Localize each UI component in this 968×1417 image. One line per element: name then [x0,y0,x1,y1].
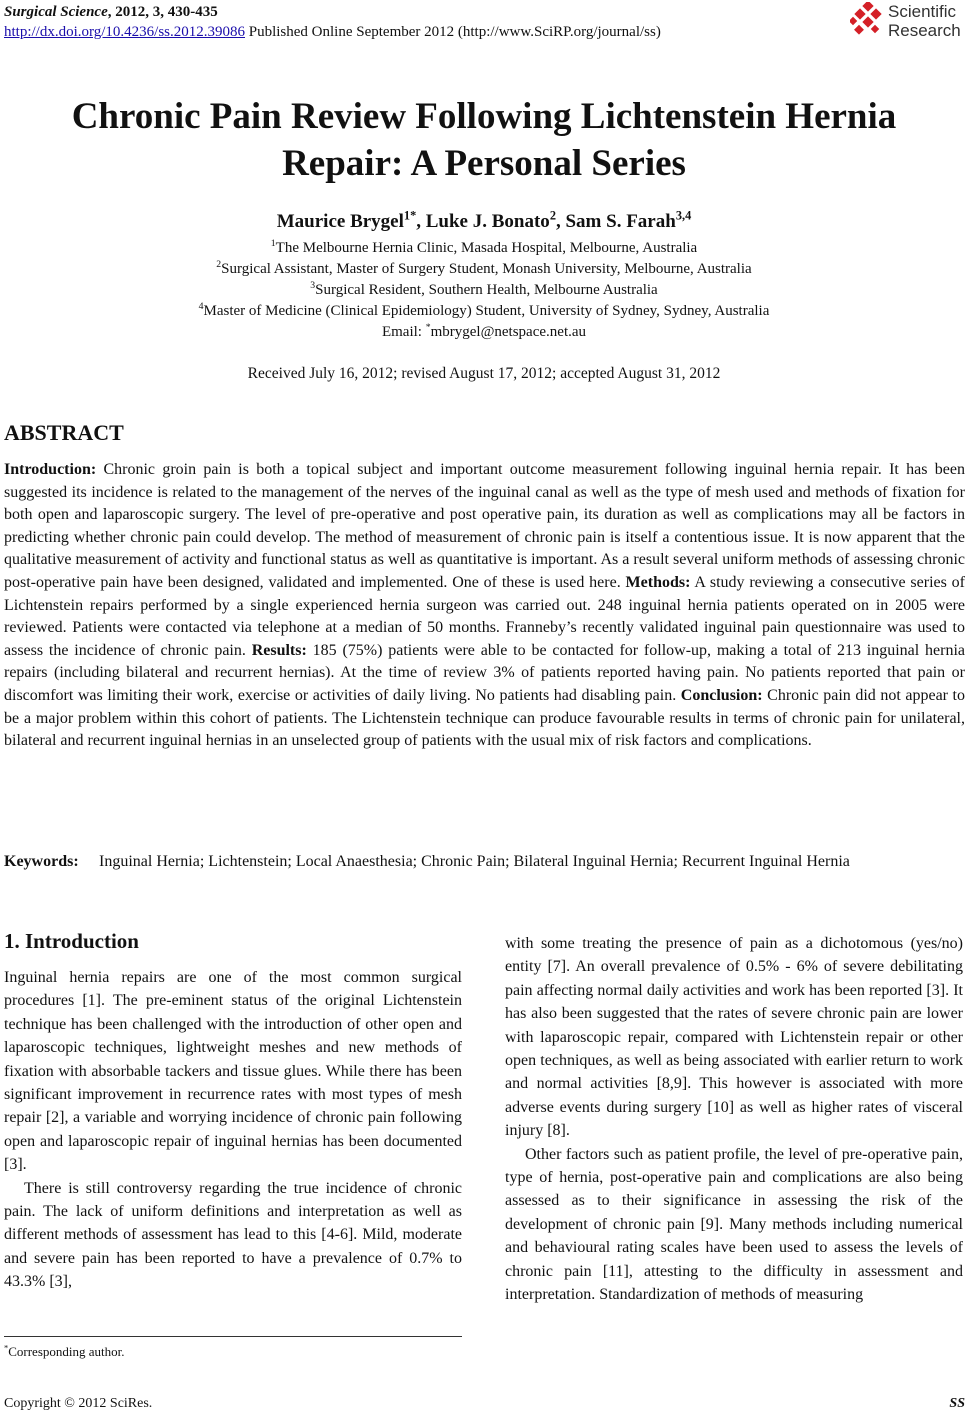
section-heading-introduction: 1. Introduction [4,929,139,953]
abstract-methods-label: Methods: [625,573,691,591]
page-footer [4,1396,965,1412]
keywords [4,850,965,873]
abstract-body [4,459,965,753]
abstract-conclusion-text: Chronic pain did not appear to be a major problem within this cohort of patients. The Lichtenstein technique can produce favourable results in terms of chronic pain for unilateral, bilateral and recurrent inguinal hernias in an unselected group of patients with the usual mix of risk factors and complications. [4,686,966,750]
right-column [505,932,963,1307]
journal-abbrev: SS [949,1396,965,1411]
footnote-divider [4,1336,462,1337]
scirp-logo-text [888,2,961,40]
abstract-intro-text: Chronic groin pain is both a topical subject and important outcome measurement following inguinal hernia repair. It has been suggested its incidence is related to the management of the nerves of the inguinal canal as well as the type of mesh used and methods of fixation for both open and laparoscopic surgery. The level of pre-operative and post operative pain, its duration as well as complications may all be factors in predicting whether chronic pain could develop. The method of measurement of chronic pain is itself a contentious issue. It is now apparent that the qualitative measurement of activity and functional status as well as quantitative is important. As a result several uniform methods of assessing chronic post-operative pain have been designed, validated and implemented. One of these is used here. [4,461,965,591]
logo-line-1: Scientific [888,2,957,21]
footnote [4,1344,124,1360]
copyright: Copyright © 2012 SciRes. [4,1396,153,1411]
affil-num: 3 [310,280,316,291]
paper-title [0,93,968,187]
affiliation-4 [0,301,968,322]
published-online: Published Online September 2012 (http://www.SciRP.org/journal/ss) [245,24,661,40]
author-1: Maurice Brygel [276,211,404,232]
doi-link[interactable]: http://dx.doi.org/10.4236/ss.2012.39086 [4,24,245,40]
author-sep: , [416,211,426,232]
affiliation-2 [0,259,968,280]
keywords-text: Inguinal Hernia; Lichtenstein; Local Anaesthesia; Chronic Pain; Bilateral Inguinal Hernia; Recurrent Inguinal Hernia [99,853,850,870]
title-line-1: Chronic Pain Review Following Lichtenstein Hernia [71,96,897,137]
paragraph: Inguinal hernia repairs are one of the most common surgical procedures [1]. The pre-eminent status of the original Lichtenstein technique has been challenged with the introduction of other open and laparoscopic techniques, lightweight meshes and new methods of fixation with absorbable tackers and tissue glues. While there has been significant improvement in recurrence rates with most types of mesh repair [2], a variable and worrying incidence of chronic pain following open and laparoscopic repair of inguinal hernias has been documented [3]. [4,969,462,1174]
paragraph: There is still controversy regarding the true incidence of chronic pain. The lack of uniform definitions and interpretation as well as different methods of assessment has lead to this [4-6]. Mild, moderate and severe pain has been reported to have a prevalence of 0.7% to 43.3% [3], [4,1179,462,1291]
affil-text: Master of Medicine (Clinical Epidemiology) Student, University of Sydney, Sydney, Australia [203,303,770,319]
author-2-affil: 2 [549,208,556,223]
paragraph: Other factors such as patient profile, the level of pre-operative pain, type of hernia, post-operative pain and complications are also being assessed as to their significance in assessing the risk of the development of chronic pain [9]. Many methods including numerical and behavioural rating scales have been used to assess the levels of chronic pain [11], attesting to the difficulty in assessment and interpretation. Standardization of methods of measuring [505,1145,963,1304]
keywords-label: Keywords: [4,853,79,870]
journal-header [4,2,661,42]
footnote-mark: * [4,1342,9,1353]
abstract-methods-text: A study reviewing a consecutive series of Lichtenstein repairs performed by a single experienced hernia surgeon was carried out. 248 inguinal hernia patients operated on in 2005 were reviewed. Patients were contacted via telephone at a median of 50 months. Franneby’s recently validated inguinal pain questionnaire was used to assess the incidence of chronic pain. [4,573,965,659]
affil-text: Surgical Assistant, Master of Surgery Student, Monash University, Melbourne, Australia [221,261,752,277]
received-dates: Received July 16, 2012; revised August 17, 2012; accepted August 31, 2012 [247,365,721,382]
footnote-text: Corresponding author. [8,1344,125,1359]
abstract-results-text: 185 (75%) patients were able to be contacted for follow-up, making a total of 213 inguinal hernia repairs (including bilateral and recurrent hernias). At the time of review 3% of patients reported having pain. No patients reported that pain or discomfort was limiting their work, exercise or activities of daily living. No patients had disabling pain. [4,641,966,704]
journal-name: Surgical Science [4,4,108,20]
journal-citation [4,2,661,22]
email-label: Email: [381,324,426,340]
author-list [0,210,968,234]
affiliation-3 [0,280,968,301]
scirp-logo [850,2,968,42]
author-3-affil: 3,4 [675,208,692,223]
author-sep: , [555,211,566,232]
author-1-affil: 1* [403,208,417,223]
affil-num: 2 [216,259,222,270]
title-line-2: Repair: A Personal Series [282,143,686,184]
paragraph: with some treating the presence of pain as a dichotomous (yes/no) entity [7]. An overall prevalence of 0.5% - 6% of severe debilitating pain affecting normal daily activities and work has been reported [3]. It has also been suggested that the rates of severe chronic pain are lower with laparoscopic repair, compared with Lichtenstein repair or other open techniques, as well as being associated with earlier return to work and normal activities [8,9]. This however is associated with more adverse events during surgery [10] as well as higher rates of visceral injury [8]. [505,935,963,1140]
author-3: Sam S. Farah [565,211,676,232]
affiliations [0,238,968,343]
affil-num: 1 [270,238,276,249]
doi-line [4,22,661,42]
abstract-results-label: Results: [251,641,307,659]
affil-text: Surgical Resident, Southern Health, Melbourne Australia [315,282,658,298]
logo-line-2: Research [888,21,961,40]
author-2: Luke J. Bonato [425,211,550,232]
abstract-intro-label: Introduction: [4,461,97,478]
affil-text: The Melbourne Hernia Clinic, Masada Hospital, Melbourne, Australia [275,240,698,256]
abstract-conclusion-label: Conclusion: [680,686,763,704]
scirp-logo-icon [850,2,886,40]
email-line [0,322,968,343]
affil-num: 4 [198,301,204,312]
abstract-heading: ABSTRACT [4,420,124,445]
affiliation-1 [0,238,968,259]
journal-volume: , 2012, 3, 430-435 [107,4,218,20]
email-sup: * [425,322,431,333]
left-column [4,966,462,1294]
email-address[interactable]: mbrygel@netspace.net.au [430,324,587,340]
